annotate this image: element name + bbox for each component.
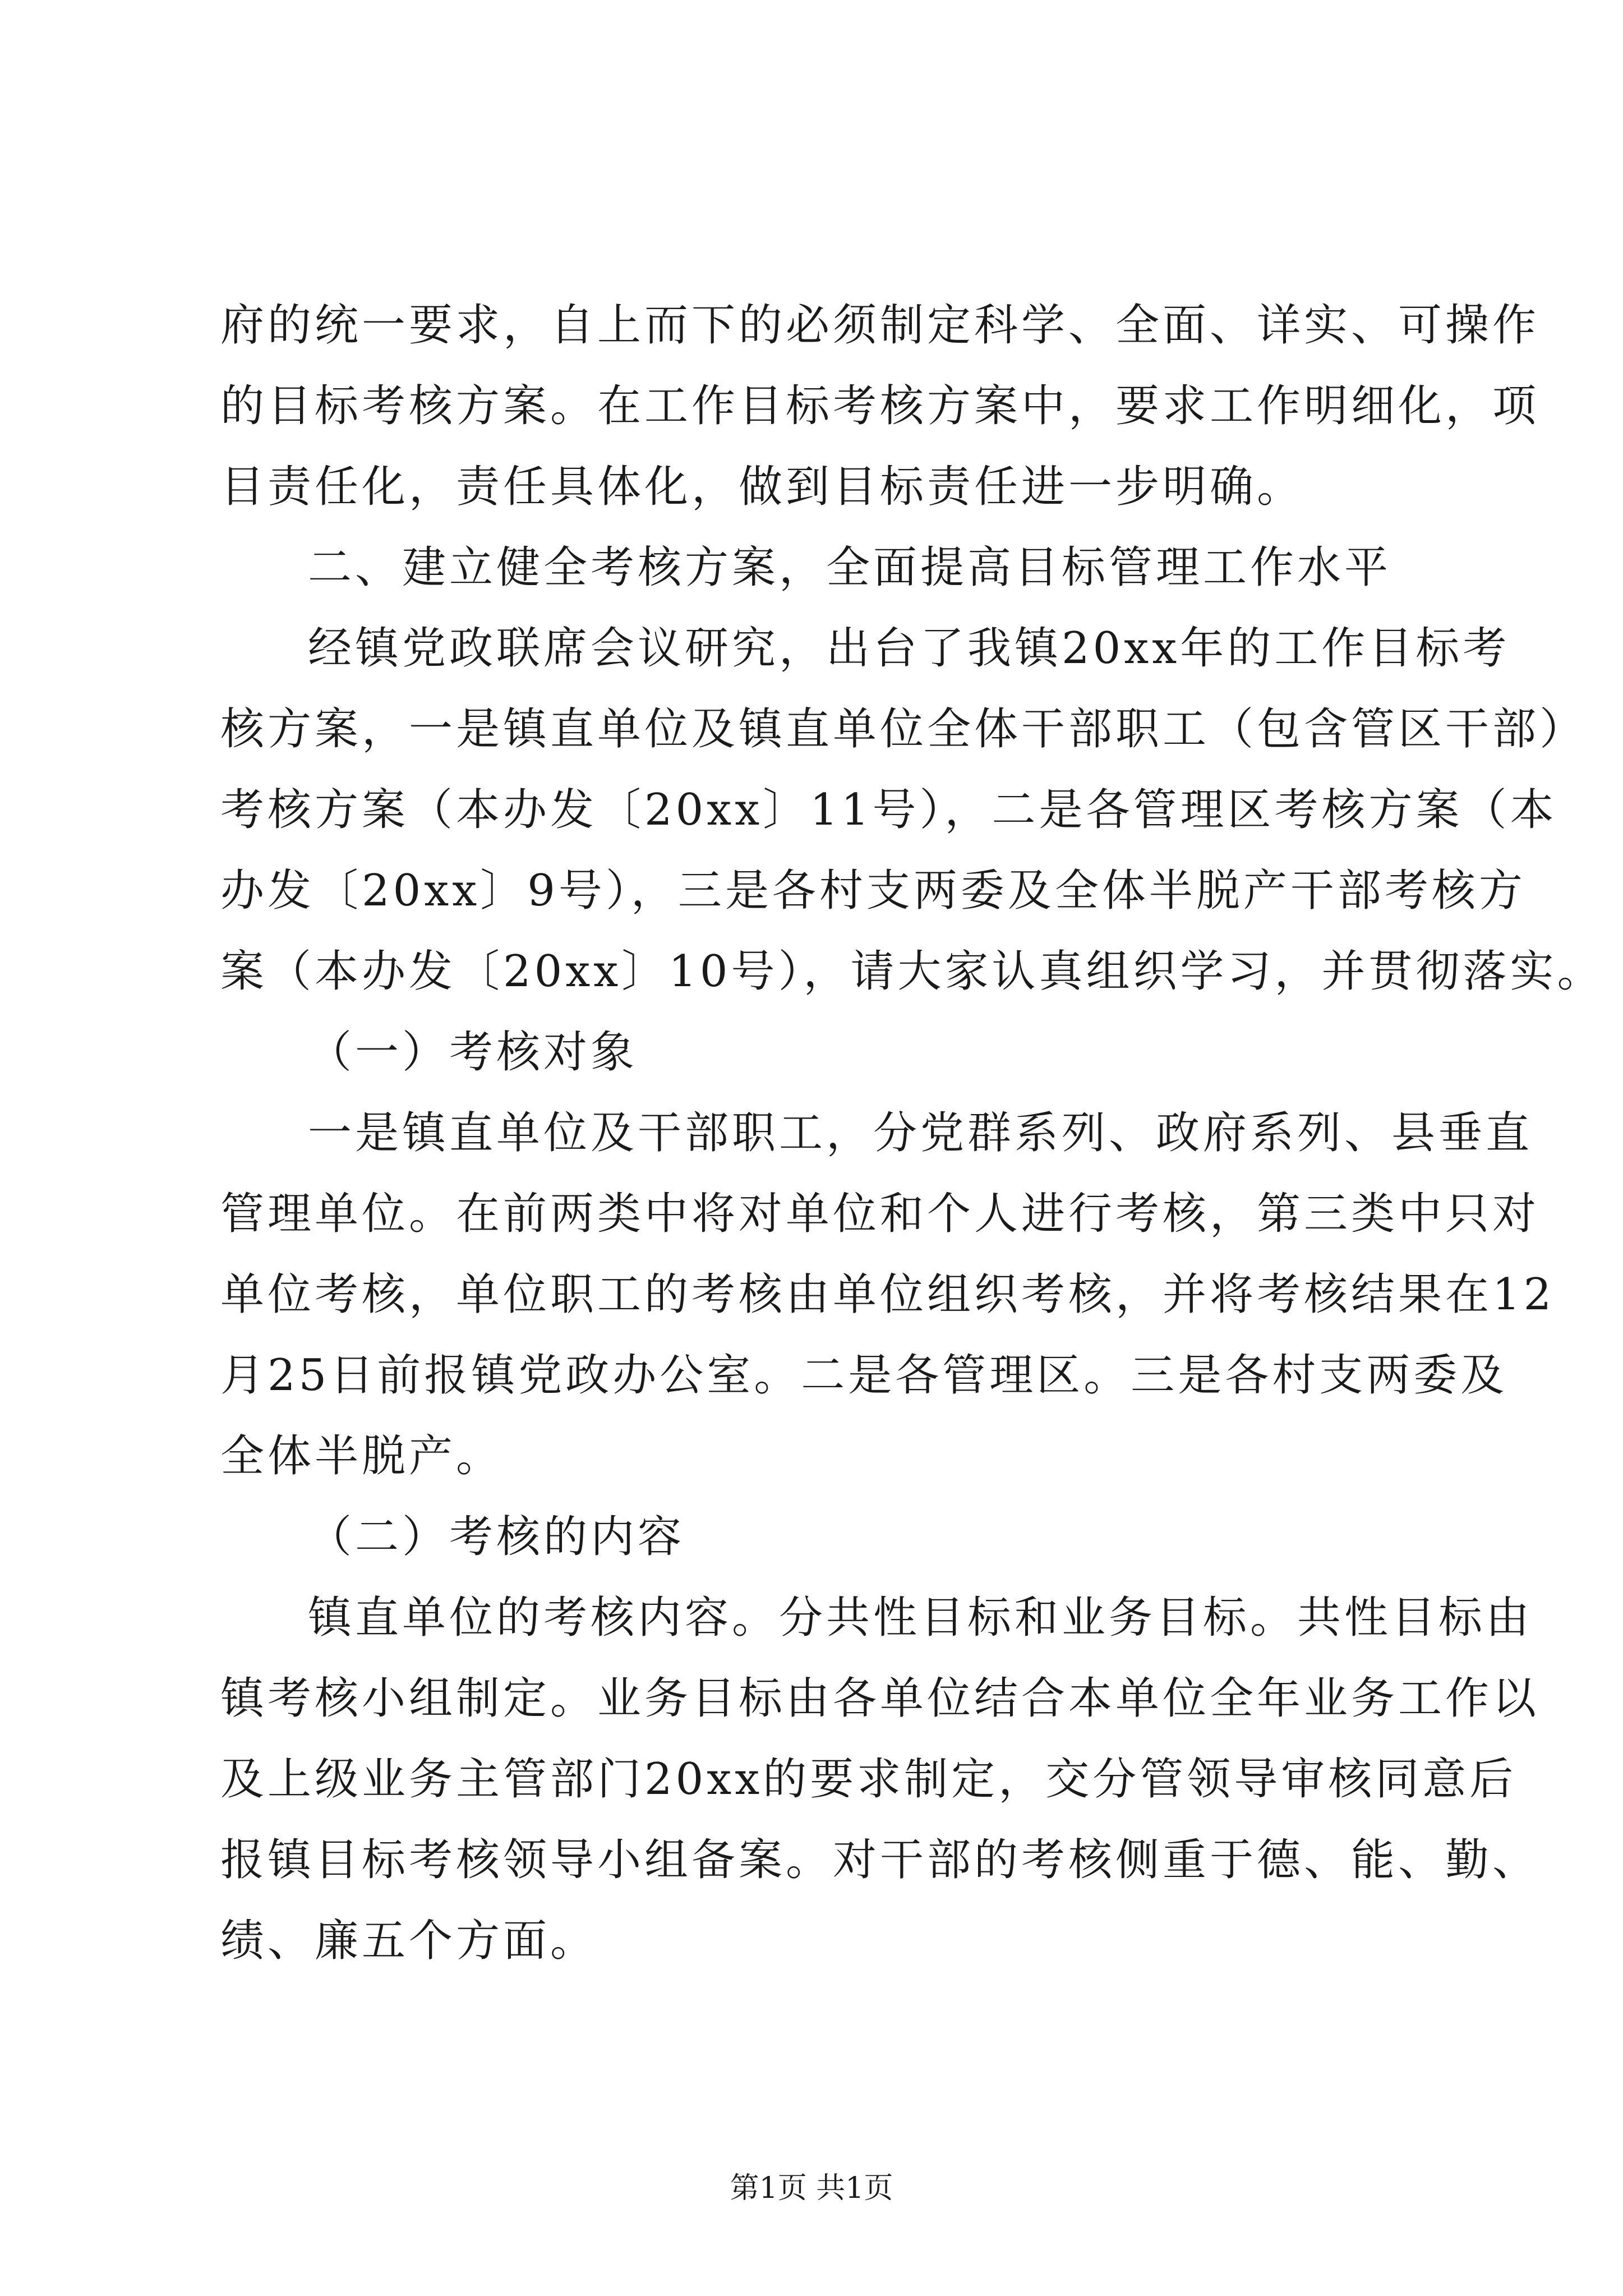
section-heading: 二、建立健全考核方案，全面提高目标管理工作水平	[308, 542, 1392, 593]
subsection-heading: （一）考核对象	[308, 1027, 638, 1078]
text-line: 的目标考核方案。在工作目标考核方案中，要求工作明细化，项	[220, 381, 1540, 431]
text-line: 经镇党政联席会议研究，出台了我镇20xx年的工作目标考	[308, 623, 1510, 674]
text-line: 全体半脱产。	[220, 1431, 504, 1481]
text-line: 管理单位。在前两类中将对单位和个人进行考核，第三类中只对	[220, 1189, 1540, 1239]
text-line: 府的统一要求，自上而下的必须制定科学、全面、详实、可操作	[220, 300, 1540, 351]
page-number: 第1页 共1页	[730, 2171, 893, 2205]
text-line: 绩、廉五个方面。	[220, 1916, 598, 1966]
text-line: 案（本办发〔20xx〕10号），请大家认真组织学习，并贯彻落实。	[220, 946, 1604, 997]
text-line: 办发〔20xx〕9号），三是各村支两委及全体半脱产干部考核方	[220, 866, 1526, 916]
document-body	[220, 285, 1604, 1981]
text-line: 月25日前报镇党政办公室。二是各管理区。三是各村支两委及	[220, 1350, 1508, 1401]
text-line: 核方案，一是镇直单位及镇直单位全体干部职工（包含管区干部）	[220, 704, 1587, 754]
text-line: 考核方案（本办发〔20xx〕11号），二是各管理区考核方案（本	[220, 785, 1557, 835]
text-line: 镇考核小组制定。业务目标由各单位结合本单位全年业务工作以	[220, 1673, 1540, 1724]
text-line: 单位考核，单位职工的考核由单位组织考核，并将考核结果在12	[220, 1269, 1555, 1320]
text-line: 一是镇直单位及干部职工，分党群系列、政府系列、县垂直	[308, 1108, 1533, 1158]
text-line: 镇直单位的考核内容。分共性目标和业务目标。共性目标由	[308, 1593, 1533, 1643]
text-line: 目责任化，责任具体化，做到目标责任进一步明确。	[220, 462, 1304, 512]
text-line: 及上级业务主管部门20xx的要求制定，交分管领导审核同意后	[220, 1754, 1517, 1805]
subsection-heading: （二）考核的内容	[308, 1512, 685, 1562]
text-line: 报镇目标考核领导小组备案。对干部的考核侧重于德、能、勤、	[220, 1835, 1540, 1885]
